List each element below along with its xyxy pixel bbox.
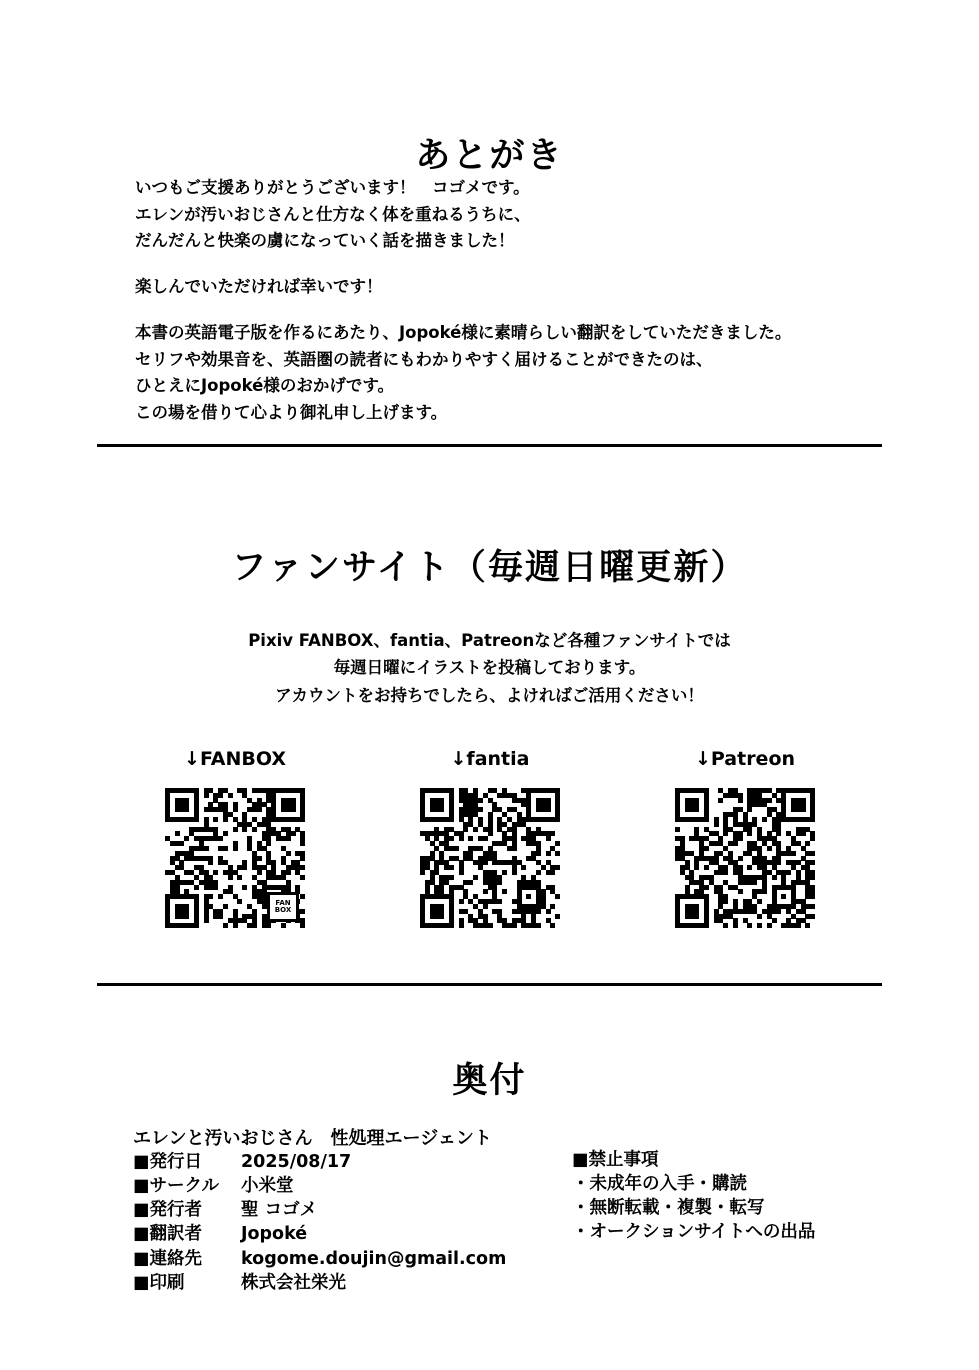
colophon-heading: 奥付: [452, 1061, 527, 1102]
colophon-key: ■発行日: [133, 1152, 203, 1172]
colophon-key: ■発行者: [133, 1200, 203, 1221]
colophon-row: [133, 1174, 506, 1198]
qr-label-patreon: ↓Patreon: [694, 748, 796, 770]
colophon-value: 2025/08/17: [241, 1152, 352, 1172]
qr-block-fanbox: [120, 748, 350, 928]
fanbox-logo: FAN BOX: [267, 892, 299, 922]
qr-label-fantia: ↓fantia: [450, 748, 530, 770]
afterword-line: いつもご支援ありがとうございます！ コゴメです。: [135, 178, 530, 197]
afterword-line: 本書の英語電子版を作るにあたり、Jopoké様に素晴らしい翻訳をしていただきました。: [135, 322, 792, 342]
restriction-item: ・無断転載・複製・転写: [572, 1198, 765, 1219]
afterword-body: [135, 175, 895, 427]
fansite-heading: ファンサイト（毎週日曜更新）: [231, 548, 748, 589]
colophon-row: [133, 1247, 506, 1271]
restriction-item: ・オークションサイトへの出品: [572, 1222, 816, 1243]
afterword-line: だんだんと快楽の虜になっていく話を描きました！: [135, 231, 515, 251]
colophon-row: [133, 1198, 506, 1222]
fansite-line: アカウントをお持ちでしたら、よければご活用ください！: [275, 685, 704, 705]
colophon-work-title: エレンと汚いおじさん 性処理エージェント: [133, 1128, 492, 1149]
afterword-line: 楽しんでいただければ幸いです！: [135, 277, 383, 297]
afterword-line: エレンが汚いおじさんと仕方なく体を重ねるうちに、: [135, 204, 531, 224]
restriction-item: ・未成年の入手・購読: [572, 1174, 747, 1195]
colophon-value: 株式会社栄光: [241, 1272, 346, 1293]
colophon-value: 小米堂: [241, 1176, 294, 1197]
divider-rule-bottom: [97, 983, 882, 986]
colophon-row: [133, 1222, 506, 1246]
qr-fanbox-icon[interactable]: [165, 788, 305, 928]
qr-patreon-icon[interactable]: [675, 788, 815, 928]
restriction-heading: ■禁止事項: [572, 1150, 659, 1170]
colophon-key: ■印刷: [133, 1272, 185, 1293]
colophon-value: 聖 コゴメ: [241, 1200, 318, 1221]
colophon-restrictions: [572, 1148, 815, 1245]
qr-block-patreon: [630, 748, 860, 928]
colophon-value: Jopoké: [241, 1224, 308, 1245]
divider-rule-top: [97, 444, 882, 447]
colophon-key: ■サークル: [133, 1176, 220, 1197]
fansite-body: [0, 627, 979, 709]
afterword-heading: あとがき: [415, 136, 564, 177]
afterword-line: ひとえにJopoké様のおかげです。: [135, 376, 395, 396]
qr-fantia-icon[interactable]: [420, 788, 560, 928]
colophon-value-email[interactable]: kogome.doujin@gmail.com: [241, 1248, 507, 1269]
colophon-row: [133, 1150, 506, 1174]
colophon-details: [133, 1150, 506, 1295]
fansite-line: Pixiv FANBOX、fantia、Patreonなど各種ファンサイトでは: [248, 631, 731, 650]
colophon-row: [133, 1271, 506, 1295]
colophon-key: ■連絡先: [133, 1248, 203, 1269]
afterword-line: この場を借りて心より御礼申し上げます。: [135, 403, 448, 423]
colophon-key: ■翻訳者: [133, 1224, 203, 1245]
fansite-line: 毎週日曜にイラストを投稿しております。: [333, 658, 646, 678]
qr-label-fanbox: ↓FANBOX: [184, 748, 286, 770]
qr-code-row: [120, 748, 860, 928]
afterword-line: セリフや効果音を、英語圏の読者にもわかりやすく届けることができたのは、: [135, 349, 713, 369]
qr-block-fantia: [375, 748, 605, 928]
